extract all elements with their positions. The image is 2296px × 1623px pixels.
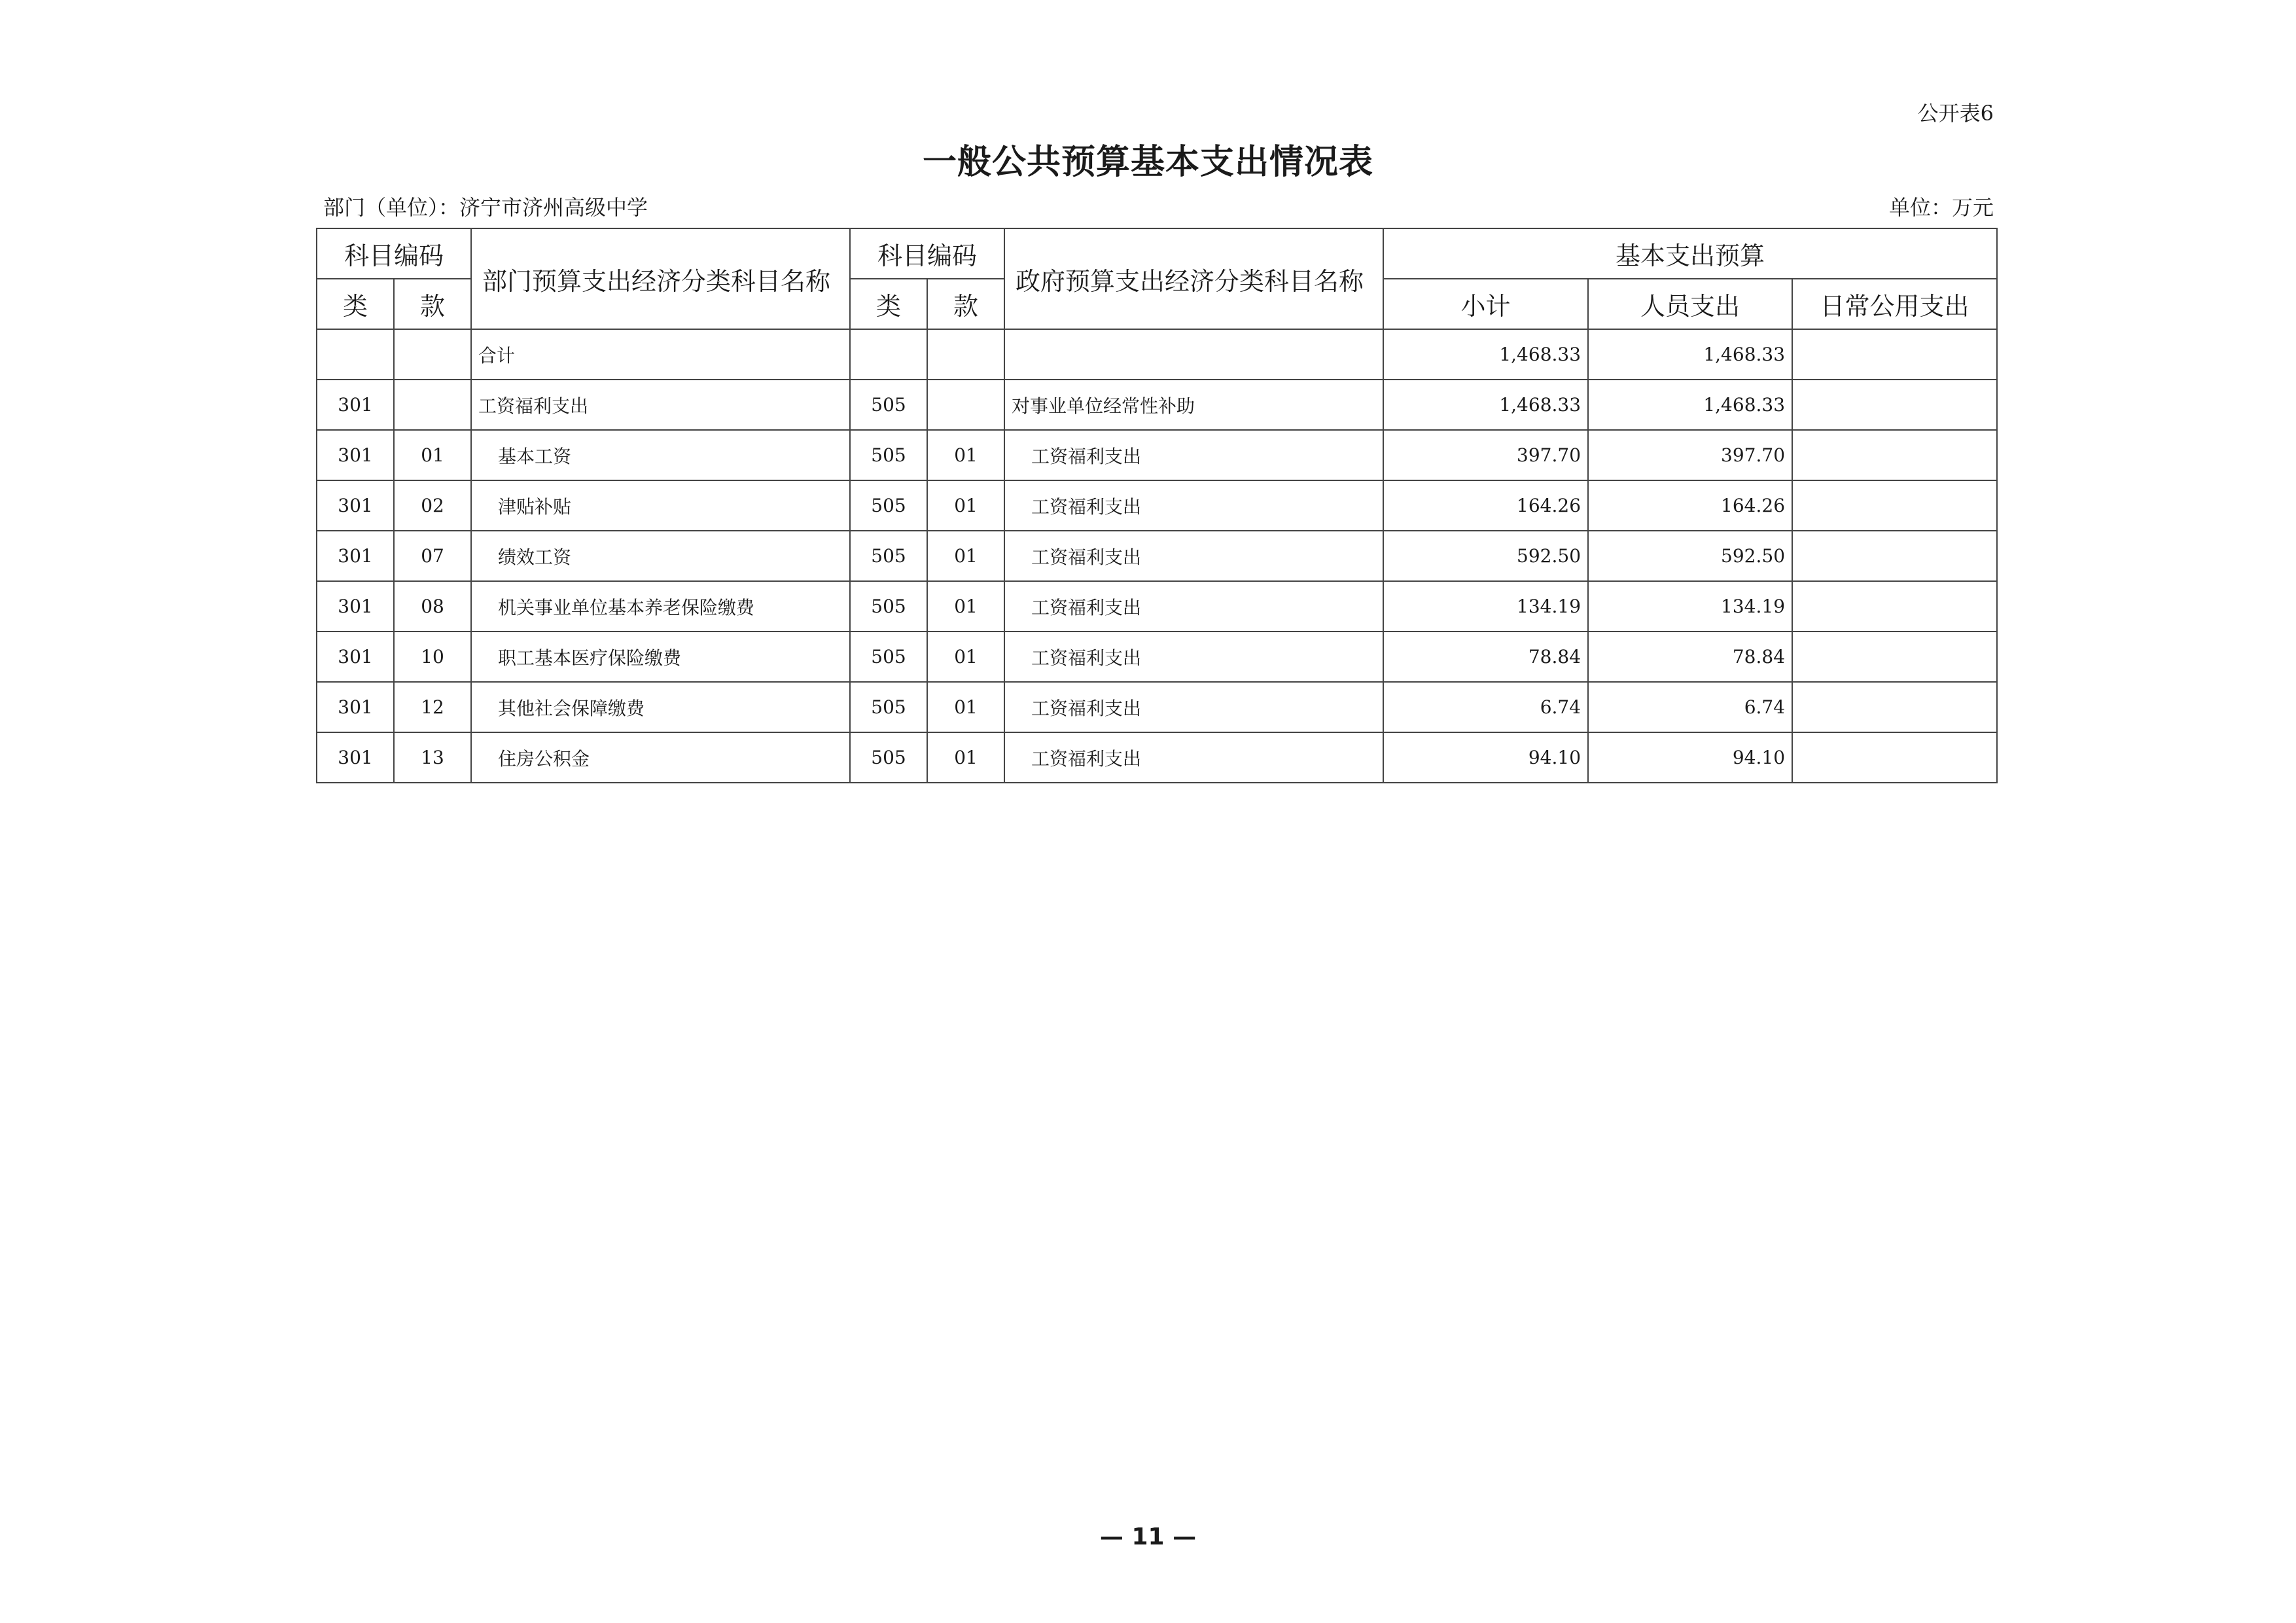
header-lei2: 类 [850,279,927,329]
cell-public [1792,380,1997,430]
header-gov-name: 政府预算支出经济分类科目名称 [1004,228,1383,329]
cell-gov-name [1004,329,1383,380]
cell-lei2 [850,329,927,380]
cell-gov-name: 对事业单位经常性补助 [1004,380,1383,430]
cell-lei2: 505 [850,732,927,783]
cell-lei2: 505 [850,581,927,632]
cell-personnel: 134.19 [1588,581,1792,632]
cell-subtotal: 78.84 [1383,632,1588,682]
cell-dept-name: 住房公积金 [471,732,850,783]
cell-subtotal: 134.19 [1383,581,1588,632]
cell-lei2: 505 [850,531,927,581]
cell-kuan2: 01 [927,480,1004,531]
table-row [317,480,1997,531]
cell-personnel: 1,468.33 [1588,380,1792,430]
table-row [317,329,1997,380]
page-number: — 11 — [1099,1524,1197,1550]
cell-kuan1 [394,329,471,380]
cell-lei1 [317,329,394,380]
table-row [317,632,1997,682]
cell-subtotal: 1,468.33 [1383,329,1588,380]
cell-public [1792,430,1997,480]
cell-personnel: 1,468.33 [1588,329,1792,380]
cell-public [1792,632,1997,682]
cell-personnel: 397.70 [1588,430,1792,480]
cell-lei1: 301 [317,732,394,783]
cell-gov-name: 工资福利支出 [1004,632,1383,682]
cell-dept-name: 职工基本医疗保险缴费 [471,632,850,682]
cell-lei1: 301 [317,632,394,682]
cell-public [1792,531,1997,581]
cell-lei1: 301 [317,581,394,632]
cell-dept-name: 津贴补贴 [471,480,850,531]
cell-dept-name: 其他社会保障缴费 [471,682,850,732]
cell-personnel: 78.84 [1588,632,1792,682]
cell-subtotal: 164.26 [1383,480,1588,531]
cell-lei1: 301 [317,430,394,480]
cell-gov-name: 工资福利支出 [1004,581,1383,632]
cell-lei1: 301 [317,682,394,732]
cell-kuan2 [927,329,1004,380]
cell-public [1792,329,1997,380]
header-public: 日常公用支出 [1792,279,1997,329]
header-kuan1: 款 [394,279,471,329]
cell-kuan2: 01 [927,581,1004,632]
cell-personnel: 164.26 [1588,480,1792,531]
cell-public [1792,581,1997,632]
cell-gov-name: 工资福利支出 [1004,430,1383,480]
cell-kuan1: 01 [394,430,471,480]
cell-lei1: 301 [317,380,394,430]
cell-subtotal: 397.70 [1383,430,1588,480]
header-lei1: 类 [317,279,394,329]
cell-dept-name: 基本工资 [471,430,850,480]
cell-kuan1: 07 [394,531,471,581]
cell-kuan1: 10 [394,632,471,682]
budget-table [316,228,1998,783]
cell-kuan2: 01 [927,632,1004,682]
unit-label: 单位：万元 [1888,195,1994,220]
cell-lei2: 505 [850,632,927,682]
cell-subtotal: 1,468.33 [1383,380,1588,430]
cell-dept-name: 合计 [471,329,850,380]
table-row [317,380,1997,430]
cell-public [1792,732,1997,783]
cell-public [1792,480,1997,531]
header-code2: 科目编码 [850,228,1004,279]
header-code1: 科目编码 [317,228,471,279]
cell-lei2: 505 [850,480,927,531]
cell-subtotal: 94.10 [1383,732,1588,783]
cell-lei2: 505 [850,682,927,732]
cell-dept-name: 机关事业单位基本养老保险缴费 [471,581,850,632]
cell-kuan2: 01 [927,732,1004,783]
cell-dept-name: 绩效工资 [471,531,850,581]
cell-kuan1: 08 [394,581,471,632]
cell-lei1: 301 [317,531,394,581]
cell-kuan1: 12 [394,682,471,732]
table-row [317,732,1997,783]
table-tag: 公开表6 [1917,101,1994,126]
cell-gov-name: 工资福利支出 [1004,682,1383,732]
cell-subtotal: 592.50 [1383,531,1588,581]
header-subtotal: 小计 [1383,279,1588,329]
cell-gov-name: 工资福利支出 [1004,732,1383,783]
table-row [317,581,1997,632]
cell-kuan2 [927,380,1004,430]
department-label: 部门（单位）：济宁市济州高级中学 [323,195,648,220]
page-title: 一般公共预算基本支出情况表 [922,143,1373,182]
header-personnel: 人员支出 [1588,279,1792,329]
cell-gov-name: 工资福利支出 [1004,480,1383,531]
cell-gov-name: 工资福利支出 [1004,531,1383,581]
cell-lei1: 301 [317,480,394,531]
table-row [317,682,1997,732]
cell-kuan1: 13 [394,732,471,783]
cell-personnel: 6.74 [1588,682,1792,732]
cell-personnel: 592.50 [1588,531,1792,581]
cell-lei2: 505 [850,430,927,480]
cell-kuan2: 01 [927,682,1004,732]
cell-kuan1: 02 [394,480,471,531]
cell-kuan2: 01 [927,430,1004,480]
table-row [317,430,1997,480]
cell-public [1792,682,1997,732]
cell-kuan1 [394,380,471,430]
cell-dept-name: 工资福利支出 [471,380,850,430]
header-dept-name: 部门预算支出经济分类科目名称 [471,228,850,329]
header-basic: 基本支出预算 [1383,228,1997,279]
cell-lei2: 505 [850,380,927,430]
header-kuan2: 款 [927,279,1004,329]
cell-personnel: 94.10 [1588,732,1792,783]
cell-subtotal: 6.74 [1383,682,1588,732]
cell-kuan2: 01 [927,531,1004,581]
table-row [317,531,1997,581]
